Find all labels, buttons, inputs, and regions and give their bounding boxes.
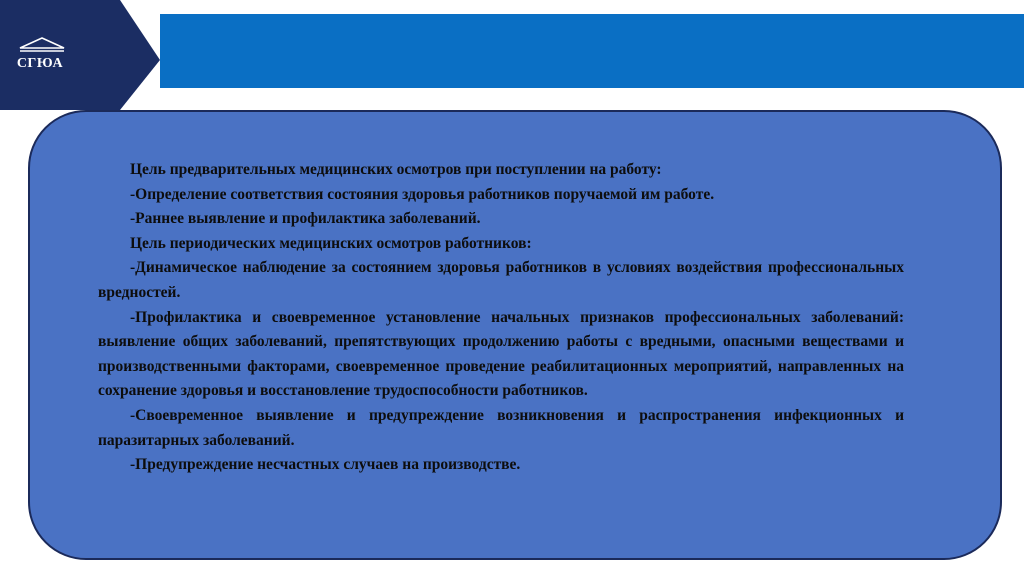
logo-text: СГЮА bbox=[16, 56, 64, 71]
item-health-conformity: -Определение соответствия состояния здоровья работников поручаемой им работе. bbox=[130, 185, 715, 203]
content-panel bbox=[28, 110, 1002, 560]
text-block bbox=[98, 158, 904, 478]
item-early-detection: -Раннее выявление и профилактика заболеваний. bbox=[130, 210, 481, 228]
logo bbox=[0, 0, 160, 110]
item-dynamic-monitoring: -Динамическое наблюдение за состоянием здоровья работников в условиях воздействия профессиональных вредностей. bbox=[98, 259, 904, 301]
goal-preliminary-heading: Цель предварительных медицинских осмотров при поступлении на работу: bbox=[130, 161, 662, 178]
item-infection-prevention: -Своевременное выявление и предупреждение возникновения и распространения инфекционных и паразитарных заболеваний. bbox=[98, 406, 904, 449]
item-accident-prevention: -Предупреждение несчастных случаев на производстве. bbox=[130, 456, 521, 474]
building-icon bbox=[12, 36, 72, 56]
goal-periodic-heading: Цель периодических медицинских осмотров работников: bbox=[130, 234, 532, 252]
item-occupational-prevention: -Профилактика и своевременное установление начальных признаков профессиональных заболеваний: выявление общих заболеваний, препятствующих продолжению работы с вредными, опасными веществами и производственными факторами, своевременное проведение реабилитационных мероприятий, направленных на сохранение здоровья и восстановление трудоспособности работников. bbox=[98, 308, 904, 400]
